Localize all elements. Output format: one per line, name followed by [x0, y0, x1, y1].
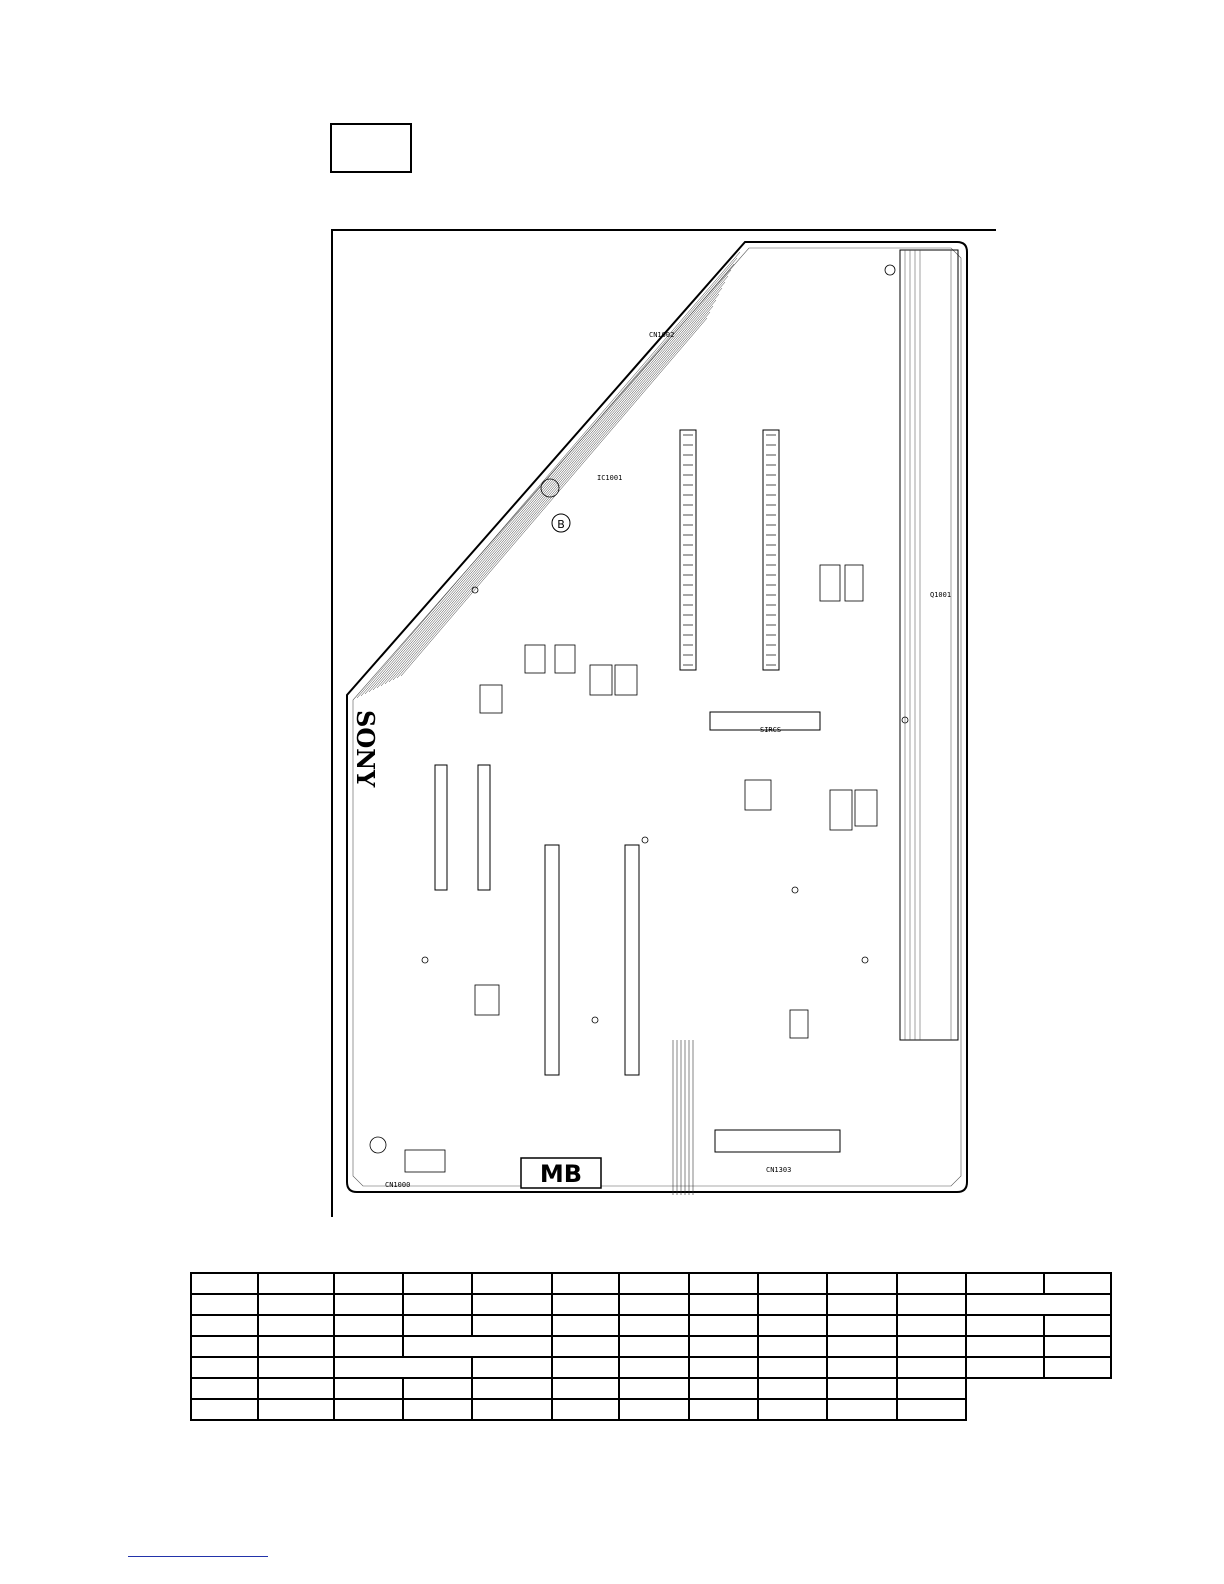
- pcb-board-diagram: [345, 240, 970, 1195]
- bottom-bus-traces: [673, 1040, 693, 1195]
- footer-link-underline[interactable]: [128, 1556, 268, 1557]
- board-outline-inner: [353, 248, 961, 1186]
- ic1001-package: [680, 430, 779, 670]
- frame-top-line: [331, 229, 996, 231]
- cn1303-connector: [715, 1130, 840, 1152]
- component-pads: [405, 565, 877, 1172]
- label-ic1001: IC1001: [597, 474, 623, 482]
- left-ic-pair: [435, 765, 490, 890]
- ic1301-package: [545, 845, 639, 1075]
- label-sircs: SIRCS: [760, 726, 782, 734]
- label-cn1002: CN1002: [649, 331, 675, 339]
- label-q1001: Q1001: [930, 591, 952, 599]
- label-cn1000: CN1000: [385, 1181, 411, 1189]
- reference-box: [330, 123, 412, 173]
- parts-location-table: [190, 1272, 1112, 1421]
- section-letter: B: [557, 518, 565, 531]
- brand-logo: SONY: [351, 710, 380, 788]
- board-mark: MB: [539, 1160, 583, 1188]
- frame-left-line: [331, 229, 333, 1217]
- board-outline: [347, 242, 967, 1192]
- label-cn1303: CN1303: [766, 1166, 792, 1174]
- right-connector-strip: [900, 250, 958, 1040]
